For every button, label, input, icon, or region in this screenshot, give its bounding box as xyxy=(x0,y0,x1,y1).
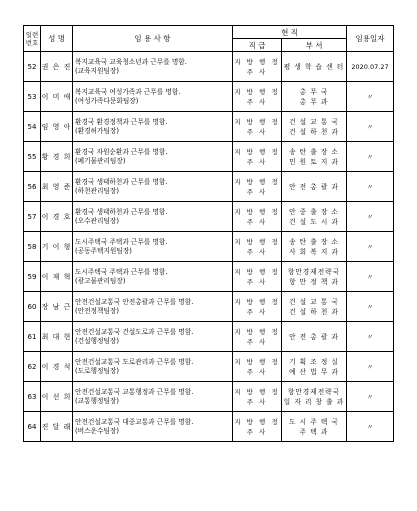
appointment-matter xyxy=(73,352,233,382)
appointment-matter xyxy=(73,52,233,82)
person-name: 권 은 진 xyxy=(41,52,73,82)
serial-number: 60 xyxy=(24,292,41,322)
serial-number: 57 xyxy=(24,202,41,232)
appointment-table xyxy=(23,25,394,442)
appointment-matter-line: 안전건설교통국 도로관리과 근무를 명함. xyxy=(75,357,194,366)
current-grade-line: 지 방 행 정 xyxy=(234,297,280,306)
appointment-matter-line: 안전건설교통국 대중교통과 근무를 명함. xyxy=(75,417,194,426)
appointment-date: 〃 xyxy=(347,112,394,142)
appointment-matter xyxy=(73,232,233,262)
appointment-matter xyxy=(73,262,233,292)
appointment-date: 〃 xyxy=(347,382,394,412)
table-row xyxy=(24,202,394,232)
current-grade xyxy=(233,352,282,382)
current-grade-line: 지 방 행 정 xyxy=(234,387,280,396)
current-grade-line: 주 사 xyxy=(246,307,268,316)
appointment-matter-line: (오수관리팀장) xyxy=(75,216,119,225)
appointment-matter xyxy=(73,412,233,442)
current-grade-line: 지 방 행 정 xyxy=(234,177,280,186)
table-row xyxy=(24,82,394,112)
appointment-matter-line: 복지교육국 여성가족과 근무를 명함. xyxy=(75,87,181,96)
current-grade-line: 지 방 행 정 xyxy=(234,87,280,96)
current-department xyxy=(282,292,347,322)
current-grade-line: 지 방 행 정 xyxy=(234,357,280,366)
appointment-matter xyxy=(73,172,233,202)
appointment-date: 〃 xyxy=(347,172,394,202)
appointment-matter-line: 도시주택국 주택과 근무를 명함. xyxy=(75,237,168,246)
appointment-rows xyxy=(24,52,394,442)
appointment-date: 2020.07.27 xyxy=(347,52,394,82)
table-row xyxy=(24,142,394,172)
appointment-matter xyxy=(73,292,233,322)
appointment-matter-line: (하천관리팀장) xyxy=(75,186,119,195)
table-row xyxy=(24,352,394,382)
person-name: 이 미 애 xyxy=(41,82,73,112)
appointment-matter-line: (공동주택지원팀장) xyxy=(75,246,132,255)
table-row xyxy=(24,52,394,82)
current-grade-line: 지 방 행 정 xyxy=(234,327,280,336)
current-department-line: 민 원 토 지 과 xyxy=(289,157,339,166)
current-department-line: 주 택 과 xyxy=(299,427,329,436)
appointment-matter-line: (교통행정팀장) xyxy=(75,396,119,405)
current-department-line: 기 획 조 정 실 xyxy=(289,357,339,366)
current-department-line: 송 탄 출 장 소 xyxy=(289,237,339,246)
appointment-matter-line: (폐기물관리팀장) xyxy=(75,156,126,165)
appointment-matter xyxy=(73,142,233,172)
person-name: 장 남 근 xyxy=(41,292,73,322)
current-department-line: 건 설 교 통 국 xyxy=(289,297,339,306)
current-department xyxy=(282,202,347,232)
appointment-matter-line: 안전건설교통국 건설도로과 근무를 명함. xyxy=(75,327,194,336)
serial-number: 63 xyxy=(24,382,41,412)
header-grade: 직 급 xyxy=(233,39,282,52)
appointment-date: 〃 xyxy=(347,232,394,262)
appointment-matter-line: (버스운수팀장) xyxy=(75,426,119,435)
appointment-date: 〃 xyxy=(347,142,394,172)
appointment-date: 〃 xyxy=(347,352,394,382)
person-name: 이 재 혁 xyxy=(41,262,73,292)
current-grade xyxy=(233,82,282,112)
header-current: 현 직 xyxy=(233,26,347,39)
serial-number: 55 xyxy=(24,142,41,172)
person-name: 이 선 희 xyxy=(41,382,73,412)
appointment-matter xyxy=(73,202,233,232)
current-department-line: 예 산 법 무 과 xyxy=(289,367,339,376)
appointment-date: 〃 xyxy=(347,82,394,112)
current-department-line: 송 탄 출 장 소 xyxy=(289,147,339,156)
current-department xyxy=(282,322,347,352)
person-name: 최 대 현 xyxy=(41,322,73,352)
appointment-date: 〃 xyxy=(347,412,394,442)
current-grade xyxy=(233,262,282,292)
table-row xyxy=(24,412,394,442)
current-grade-line: 지 방 행 정 xyxy=(234,267,280,276)
current-grade-line: 주 사 xyxy=(246,67,268,76)
serial-number: 62 xyxy=(24,352,41,382)
appointment-date: 〃 xyxy=(347,202,394,232)
current-department-line: 건 설 도 시 과 xyxy=(289,217,339,226)
serial-number: 53 xyxy=(24,82,41,112)
appointment-matter xyxy=(73,382,233,412)
current-grade xyxy=(233,322,282,352)
appointment-date: 〃 xyxy=(347,262,394,292)
serial-number: 54 xyxy=(24,112,41,142)
serial-number: 56 xyxy=(24,172,41,202)
person-name: 이 경 호 xyxy=(41,202,73,232)
table-row xyxy=(24,172,394,202)
current-grade-line: 주 사 xyxy=(246,247,268,256)
serial-number: 52 xyxy=(24,52,41,82)
current-department-line: 안 전 총 괄 과 xyxy=(289,182,339,191)
current-department-line: 건 설 하 천 과 xyxy=(289,127,339,136)
current-department xyxy=(282,52,347,82)
person-name: 기 이 형 xyxy=(41,232,73,262)
current-grade xyxy=(233,232,282,262)
appointment-matter-line: (환경허가팀장) xyxy=(75,126,119,135)
appointment-matter-line: (도로행정팀장) xyxy=(75,366,119,375)
person-name: 황 경 희 xyxy=(41,142,73,172)
header-date: 임용일자 xyxy=(347,26,394,52)
current-department-line: 총 무 국 xyxy=(299,87,329,96)
appointment-date: 〃 xyxy=(347,322,394,352)
current-grade-line: 주 사 xyxy=(246,397,268,406)
current-grade-line: 지 방 행 정 xyxy=(234,147,280,156)
current-department xyxy=(282,82,347,112)
serial-number: 64 xyxy=(24,412,41,442)
current-grade xyxy=(233,382,282,412)
current-grade-line: 주 사 xyxy=(246,187,268,196)
header-serial-line: 번호 xyxy=(25,38,39,47)
current-department xyxy=(282,382,347,412)
appointment-matter-line: 안전건설교통국 안전총괄과 근무를 명함. xyxy=(75,297,194,306)
header-name: 성 명 xyxy=(41,26,73,52)
current-department-line: 항만경제전략국 xyxy=(287,387,341,396)
person-name: 최 영 준 xyxy=(41,172,73,202)
current-grade-line: 지 방 행 정 xyxy=(234,57,280,66)
current-grade-line: 지 방 행 정 xyxy=(234,237,280,246)
current-department xyxy=(282,412,347,442)
current-grade xyxy=(233,172,282,202)
current-department xyxy=(282,232,347,262)
current-department-line: 총 무 과 xyxy=(299,97,329,106)
current-grade-line: 주 사 xyxy=(246,277,268,286)
table-row xyxy=(24,382,394,412)
table-row xyxy=(24,232,394,262)
serial-number: 59 xyxy=(24,262,41,292)
table-row xyxy=(24,322,394,352)
current-department-line: 도 시 주 택 국 xyxy=(289,417,339,426)
current-grade xyxy=(233,112,282,142)
appointment-matter-line: 환경국 자원순환과 근무를 명함. xyxy=(75,147,168,156)
current-department xyxy=(282,112,347,142)
current-grade-line: 지 방 행 정 xyxy=(234,207,280,216)
current-department-line: 건 설 교 통 국 xyxy=(289,117,339,126)
current-grade xyxy=(233,412,282,442)
appointment-matter xyxy=(73,82,233,112)
current-department xyxy=(282,262,347,292)
appointment-matter-line: (건설행정팀장) xyxy=(75,336,119,345)
table-row xyxy=(24,112,394,142)
person-name: 이 경 석 xyxy=(41,352,73,382)
current-department-line: 안 전 총 괄 과 xyxy=(289,332,339,341)
current-department-line: 건 설 하 천 과 xyxy=(289,307,339,316)
serial-number: 61 xyxy=(24,322,41,352)
appointment-matter-line: (여성가족다문화팀장) xyxy=(75,96,139,105)
current-grade xyxy=(233,52,282,82)
current-grade-line: 주 사 xyxy=(246,337,268,346)
appointment-matter-line: 환경국 환경정책과 근무를 명함. xyxy=(75,117,168,126)
header-matter: 임 용 사 항 xyxy=(73,26,233,52)
appointment-matter-line: 환경국 생태하천과 근무를 명함. xyxy=(75,177,168,186)
appointment-matter xyxy=(73,322,233,352)
current-grade-line: 지 방 행 정 xyxy=(234,117,280,126)
current-grade xyxy=(233,292,282,322)
header-serial xyxy=(24,26,41,52)
current-department-line: 사 회 복 지 과 xyxy=(289,247,339,256)
person-name: 임 영 아 xyxy=(41,112,73,142)
current-grade-line: 주 사 xyxy=(246,217,268,226)
table-row xyxy=(24,262,394,292)
current-grade-line: 주 사 xyxy=(246,367,268,376)
current-grade-line: 주 사 xyxy=(246,127,268,136)
current-grade-line: 주 사 xyxy=(246,157,268,166)
appointment-matter-line: 도시주택국 주택과 근무를 명함. xyxy=(75,267,168,276)
current-department-line: 일 자 리 창 출 과 xyxy=(283,397,345,406)
current-department-line: 평 생 학 습 센 터 xyxy=(283,62,345,71)
current-grade xyxy=(233,202,282,232)
current-department-line: 안 중 출 장 소 xyxy=(289,207,339,216)
appointment-date: 〃 xyxy=(347,292,394,322)
current-department xyxy=(282,172,347,202)
current-grade-line: 주 사 xyxy=(246,427,268,436)
appointment-matter-line: (안전정책팀장) xyxy=(75,306,119,315)
appointment-matter-line: 환경국 생태하천과 근무를 명함. xyxy=(75,207,168,216)
appointment-matter-line: (광고물관리팀장) xyxy=(75,276,126,285)
current-grade-line: 주 사 xyxy=(246,97,268,106)
appointment-matter-line: 안전건설교통국 교통행정과 근무를 명함. xyxy=(75,387,194,396)
serial-number: 58 xyxy=(24,232,41,262)
appointment-matter-line: (교육지원팀장) xyxy=(75,66,119,75)
current-department-line: 항 만 정 책 과 xyxy=(289,277,339,286)
current-department xyxy=(282,142,347,172)
header-serial-line: 일련 xyxy=(25,30,39,39)
appointment-matter-line: 복지교육국 교육청소년과 근무를 명함. xyxy=(75,57,187,66)
person-name: 진 달 래 xyxy=(41,412,73,442)
current-grade-line: 지 방 행 정 xyxy=(234,417,280,426)
appointment-matter xyxy=(73,112,233,142)
current-department xyxy=(282,352,347,382)
current-grade xyxy=(233,142,282,172)
header-department: 부 서 xyxy=(282,39,347,52)
table-row xyxy=(24,292,394,322)
current-department-line: 항만경제전략국 xyxy=(287,267,341,276)
